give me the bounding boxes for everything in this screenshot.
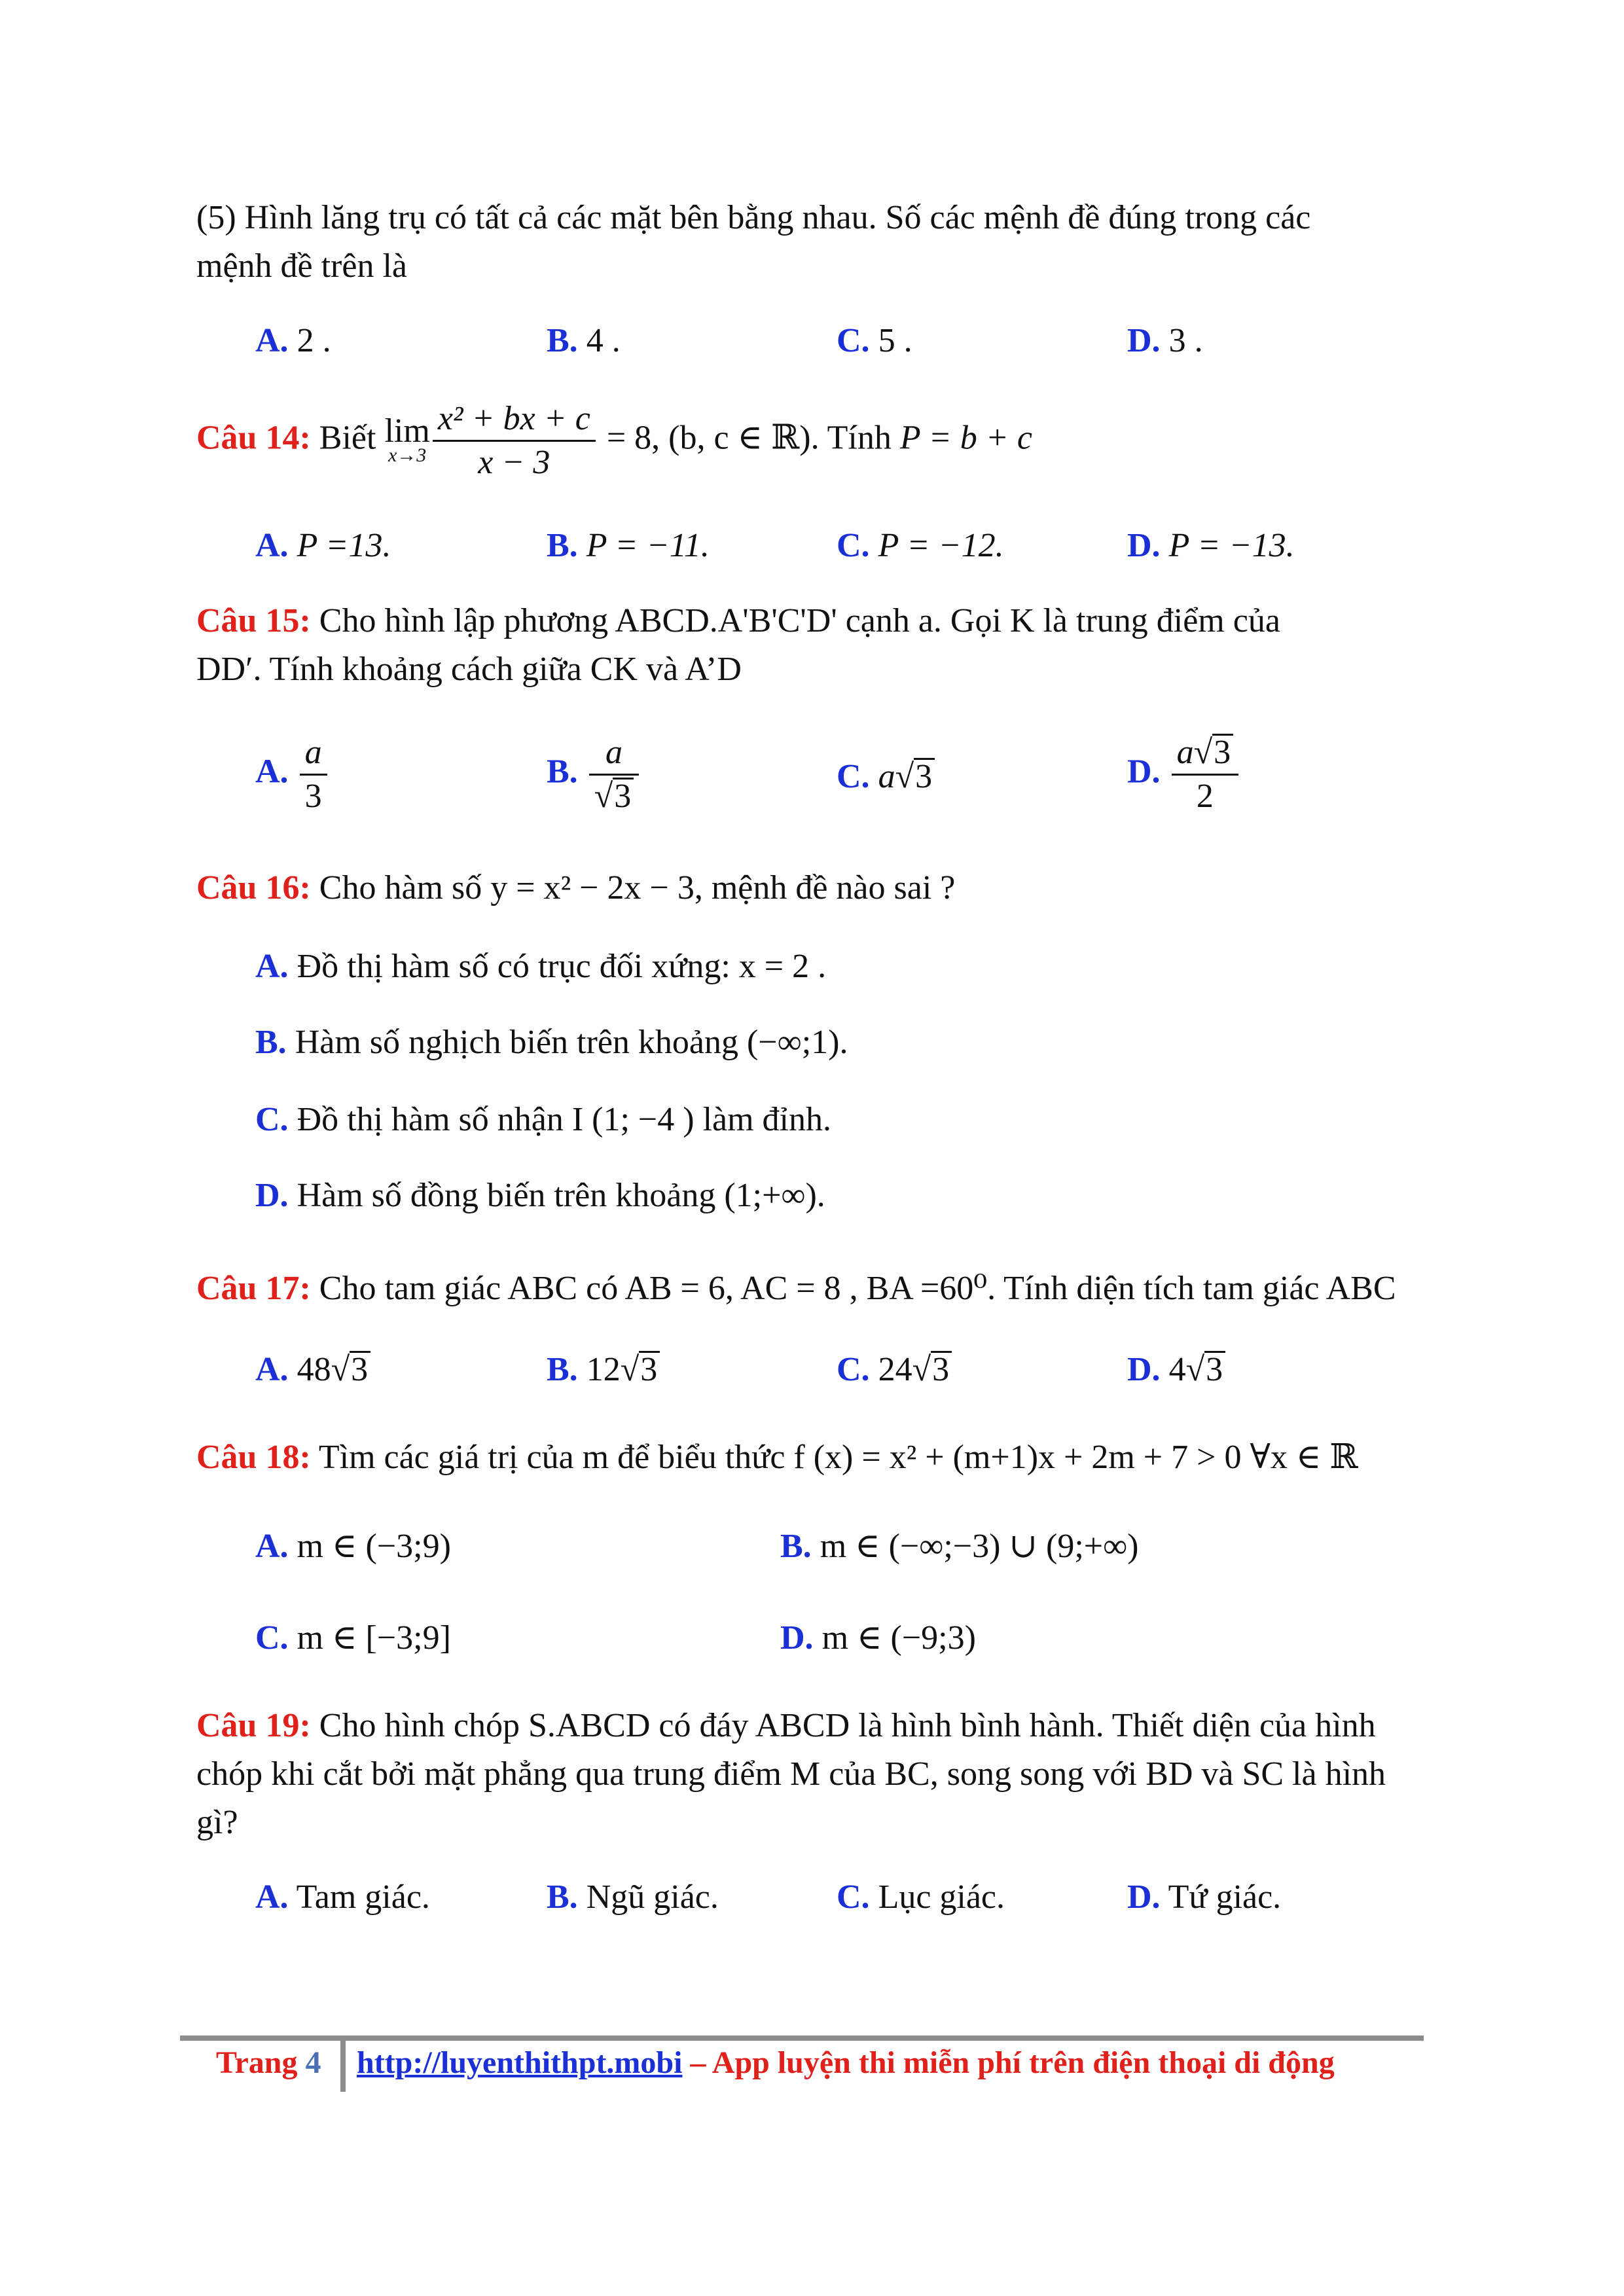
q17-option-a: A. 48√3 <box>255 1346 370 1394</box>
q15-line2: DD′. Tính khoảng cách giữa CK và A’D <box>196 651 742 688</box>
q18-option-d: D. m ∈ (−9;3) <box>780 1619 976 1657</box>
q13-line2: mệnh đề trên là <box>196 247 407 285</box>
q13-line1: (5) Hình lăng trụ có tất cả các mặt bên bằng nhau. Số các mệnh đề đúng trong các <box>196 199 1311 236</box>
q19-option-d: D. Tứ giác. <box>1127 1878 1282 1916</box>
q15-line1: Câu 15: Cho hình lập phương ABCD.A'B'C'D' cạnh a. Gọi K là trung điểm của <box>196 602 1280 639</box>
q19-line1: Câu 19: Cho hình chóp S.ABCD có đáy ABCD là hình bình hành. Thiết diện của hình <box>196 1707 1376 1744</box>
q16-option-c: C. Đồ thị hàm số nhận I (1; −4 ) làm đỉnh. <box>255 1101 831 1138</box>
q18-option-a: A. m ∈ (−3;9) <box>255 1528 451 1565</box>
footer-page-number: Trang 4 <box>216 2045 321 2080</box>
q17-option-d: D. 4√3 <box>1127 1346 1225 1394</box>
q19-option-c: C. Lục giác. <box>837 1878 1005 1916</box>
q16-option-d: D. Hàm số đồng biến trên khoảng (1;+∞). <box>255 1177 825 1214</box>
q14-stem: Câu 14: Biết lim x→3 $\frac{\text{x² + bx + c}}{x - 3}$ = 8, (b, c ∈ ℝ). Tính P = b + c <box>196 398 1032 484</box>
q17-stem: Câu 17: Cho tam giác ABC có AB = 6, AC = 8 , BA =60⁰. Tính diện tích tam giác ABC <box>196 1270 1396 1307</box>
q13-option-b: B. 4 . <box>547 322 621 359</box>
q19-option-a: A. Tam giác. <box>255 1878 430 1916</box>
q13-option-a: A. 2 . <box>255 322 331 359</box>
q14-label: Câu 14: <box>196 419 311 457</box>
q14-option-d: D. P = −13. <box>1127 527 1295 564</box>
q17-option-c: C. 24√3 <box>837 1346 952 1394</box>
limit-operator: lim x→3 <box>384 412 430 466</box>
q15-option-a: A. $\frac{a}{3}$ <box>255 732 330 817</box>
footer-text: http://luyenthithpt.mobi – App luyện thi miễn phí trên điện thoại di động <box>357 2045 1335 2080</box>
q19-line3: gì? <box>196 1804 238 1841</box>
q16-option-a: A. Đồ thị hàm số có trục đối xứng: x = 2 . <box>255 948 827 985</box>
q13-option-c: C. 5 . <box>837 322 912 359</box>
q18-option-b: B. m ∈ (−∞;−3) ∪ (9;+∞) <box>780 1528 1139 1565</box>
q14-option-c: C. P = −12. <box>837 527 1004 564</box>
q16-option-b: B. Hàm số nghịch biến trên khoảng (−∞;1). <box>255 1024 848 1061</box>
q15-option-b: B. $\frac{a}{√3}$ <box>547 732 641 817</box>
q14-fraction: $\frac{\text{x² + bx + c}}{x - 3}$ <box>433 398 596 484</box>
q15-option-c: C. a√3 <box>837 753 935 801</box>
q18-option-c: C. m ∈ [−3;9] <box>255 1619 451 1657</box>
footer-link[interactable]: http://luyenthithpt.mobi <box>357 2045 683 2080</box>
footer-divider <box>180 2036 1424 2041</box>
q17-option-b: B. 12√3 <box>547 1346 660 1394</box>
q14-option-b: B. P = −11. <box>547 527 710 564</box>
q14-option-a: A. P =13. <box>255 527 391 564</box>
q18-stem: Câu 18: Tìm các giá trị của m để biểu thức f (x) = x² + (m+1)x + 2m + 7 > 0 ∀x ∈ ℝ <box>196 1439 1358 1476</box>
q16-stem: Câu 16: Cho hàm số y = x² − 2x − 3, mệnh đề nào sai ? <box>196 869 956 906</box>
q19-line2: chóp khi cắt bởi mặt phẳng qua trung điểm M của BC, song song với BD và SC là hình <box>196 1755 1386 1793</box>
footer-separator <box>340 2037 346 2092</box>
q15-option-d: D. $\frac{a√3}{2}$ <box>1127 732 1241 817</box>
q13-option-d: D. 3 . <box>1127 322 1203 359</box>
q19-option-b: B. Ngũ giác. <box>547 1878 719 1916</box>
